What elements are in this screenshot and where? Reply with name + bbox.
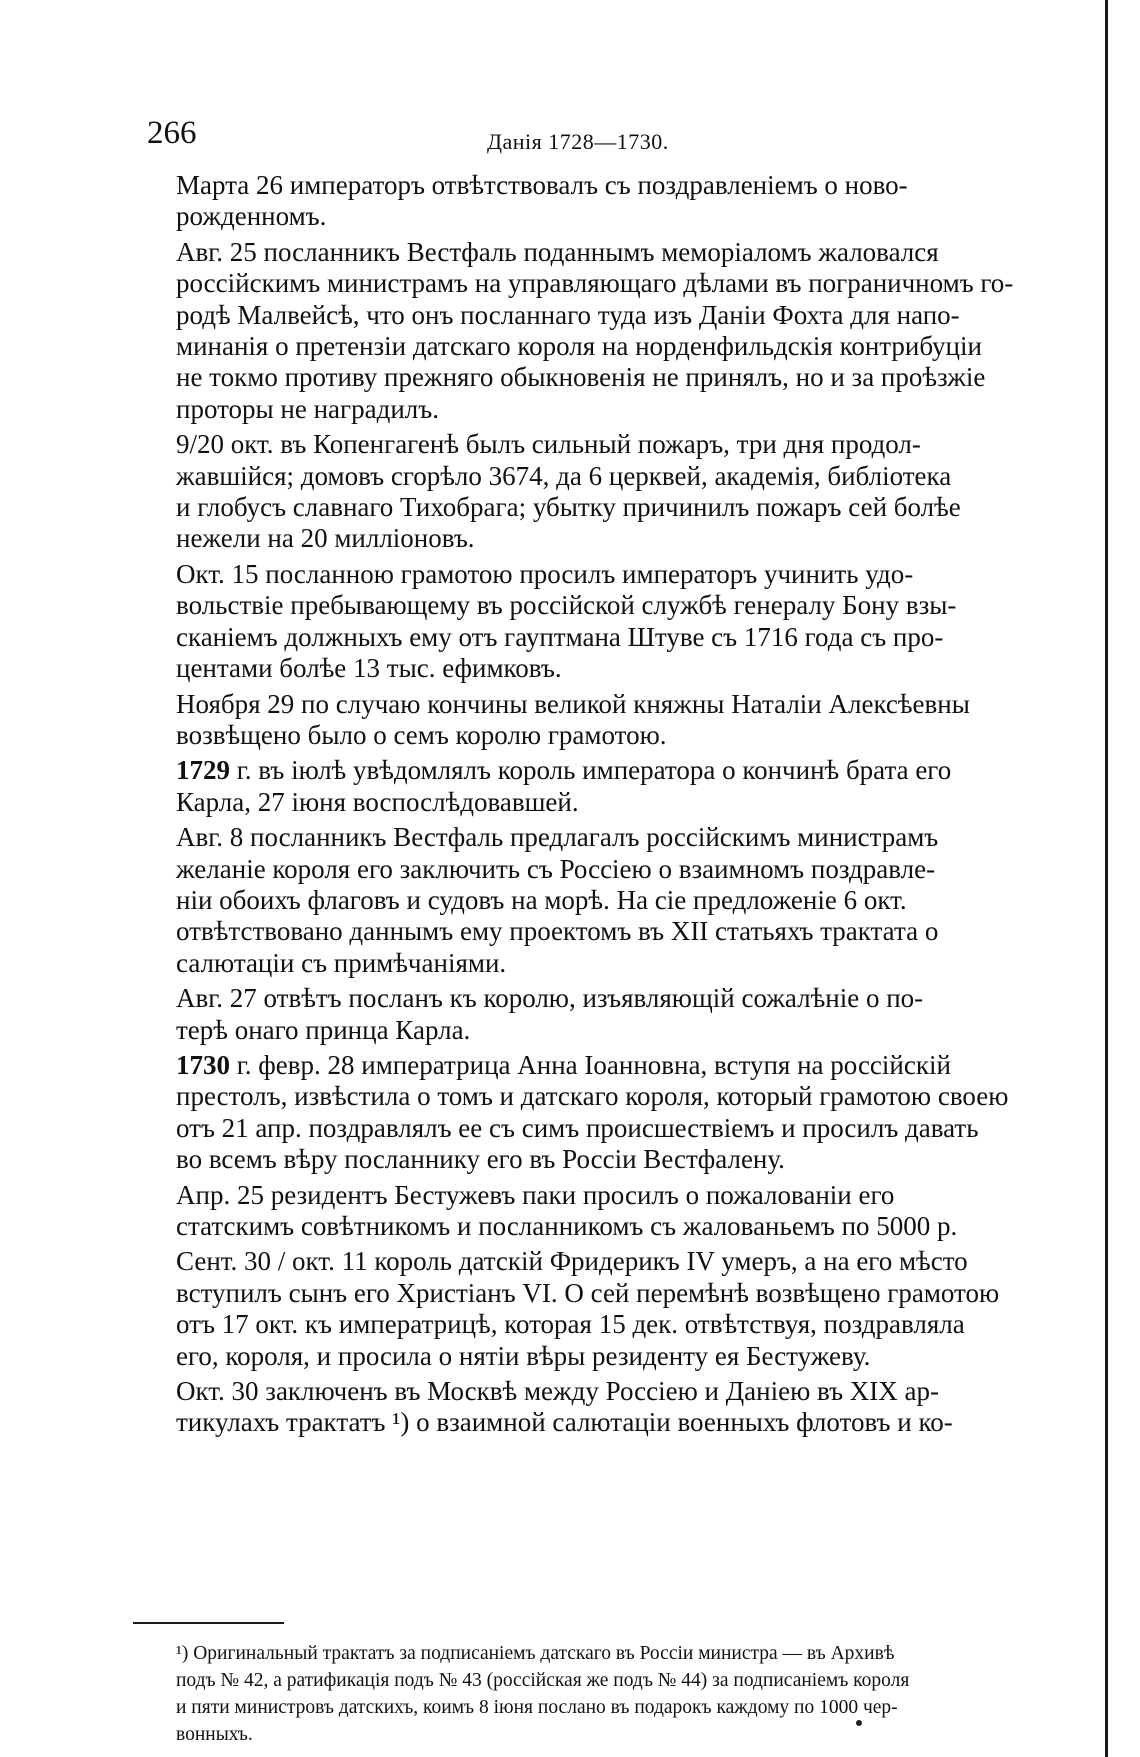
paragraph: Апр. 25 резидентъ Бестужевъ паки просилъ о пожалованіи его статскимъ совѣтникомъ и посланникомъ съ жалованьемъ по 5000 р.: [176, 1179, 958, 1241]
footnote: ¹) Оригинальный трактатъ за подписаніемъ датскаго въ Россіи министра — въ Архивѣ подъ № 42, а ратификація подъ № 43 (россійская же подъ № 44) за подписаніемъ короля и пяти министровъ датскихъ, коимъ 8 іюня послано въ подарокъ каждому по 1000 чер- вонныхъ.: [176, 1643, 910, 1745]
paragraph: Сент. 30 / окт. 11 король датскій Фридерикъ IV умеръ, а на его мѣсто вступилъ сынъ его Христіанъ VI. О сей перемѣнѣ возвѣщено грамотою отъ 17 окт. къ императрицѣ, которая 15 дек. отвѣтствуя, поздравляла его, короля, и просила о нятіи вѣры резиденту ея Бестужеву.: [176, 1246, 1000, 1371]
body-text: [176, 170, 1036, 1443]
footnote-separator: [133, 1622, 284, 1624]
running-title: Данія 1728—1730.: [487, 129, 669, 154]
paragraph-text: г. въ іюлѣ увѣдомлялъ король императора о кончинѣ брата его Карла, 27 іюня воспослѣдовавшей.: [176, 755, 952, 817]
print-speck: [856, 1720, 862, 1726]
paragraph: Окт. 30 заключенъ въ Москвѣ между Россіею и Даніею въ XIX ар- тикулахъ трактатъ ¹) о взаимной салютаціи военныхъ флотовъ и ко-: [176, 1376, 953, 1438]
paragraph: Авг. 25 посланникъ Вестфаль поданнымъ меморіаломъ жаловался россійскимъ министрамъ на управляющаго дѣлами въ пограничномъ го- родѣ Малвейсѣ, что онъ посланнаго туда изъ Даніи Фохта для напо- минанія о претензіи датскаго короля на норденфильдскія контрибуціи не токмо противу прежняго обыкновенія не принялъ, но и за проѣзжіе проторы не наградилъ.: [176, 236, 1014, 424]
running-head: [147, 113, 1027, 163]
paragraph: Окт. 15 посланною грамотою просилъ императоръ учинить удо- вольствіе пребывающему въ россійской службѣ генералу Бону взы- сканіемъ должныхъ ему отъ гауптмана Штуве съ 1716 года съ про- центами болѣе 13 тыс. ефимковъ.: [176, 558, 957, 684]
paragraph: [176, 1050, 1036, 1176]
year-heading: 1729: [176, 755, 230, 786]
paragraph: Марта 26 императоръ отвѣтствовалъ съ поздравленіемъ о ново- рожденномъ.: [176, 170, 908, 232]
paragraph: 9/20 окт. въ Копенгагенѣ былъ сильный пожаръ, три дня продол- жавшійся; домовъ сгорѣло 3674, да 6 церквей, академія, библіотека и глобусъ славнаго Тихобрага; убытку причинилъ пожаръ сей болѣе нежели на 20 милліоновъ.: [176, 429, 961, 554]
paragraph: [176, 755, 1036, 818]
paragraph-text: г. февр. 28 императрица Анна Іоанновна, вступя на россійскій престолъ, извѣстила о томъ и датскаго короля, который грамотою своею отъ 21 апр. поздравлялъ ее съ симъ происшествіемъ и просилъ давать во всемъ вѣру посланнику его въ Россіи Вестфалену.: [176, 1049, 1009, 1175]
paragraph: Ноября 29 по случаю кончины великой княжны Наталіи Алексѣевны возвѣщено было о семъ королю грамотою.: [176, 688, 970, 750]
paragraph: Авг. 8 посланникъ Вестфаль предлагалъ россійскимъ министрамъ желаніе короля его заключить съ Россіею о взаимномъ поздравле- ніи обоихъ флаговъ и судовъ на морѣ. На сіе предложеніе 6 окт. отвѣтствовано даннымъ ему проектомъ въ XII статьяхъ трактата о салютаціи съ примѣчаніями.: [176, 822, 939, 978]
page-edge-rule: [1105, 0, 1108, 1757]
paragraph: Авг. 27 отвѣтъ посланъ къ королю, изъявляющій сожалѣніе о по- терѣ онаго принца Карла.: [176, 983, 924, 1045]
year-heading: 1730: [176, 1049, 230, 1080]
page-number: 266: [147, 115, 197, 151]
